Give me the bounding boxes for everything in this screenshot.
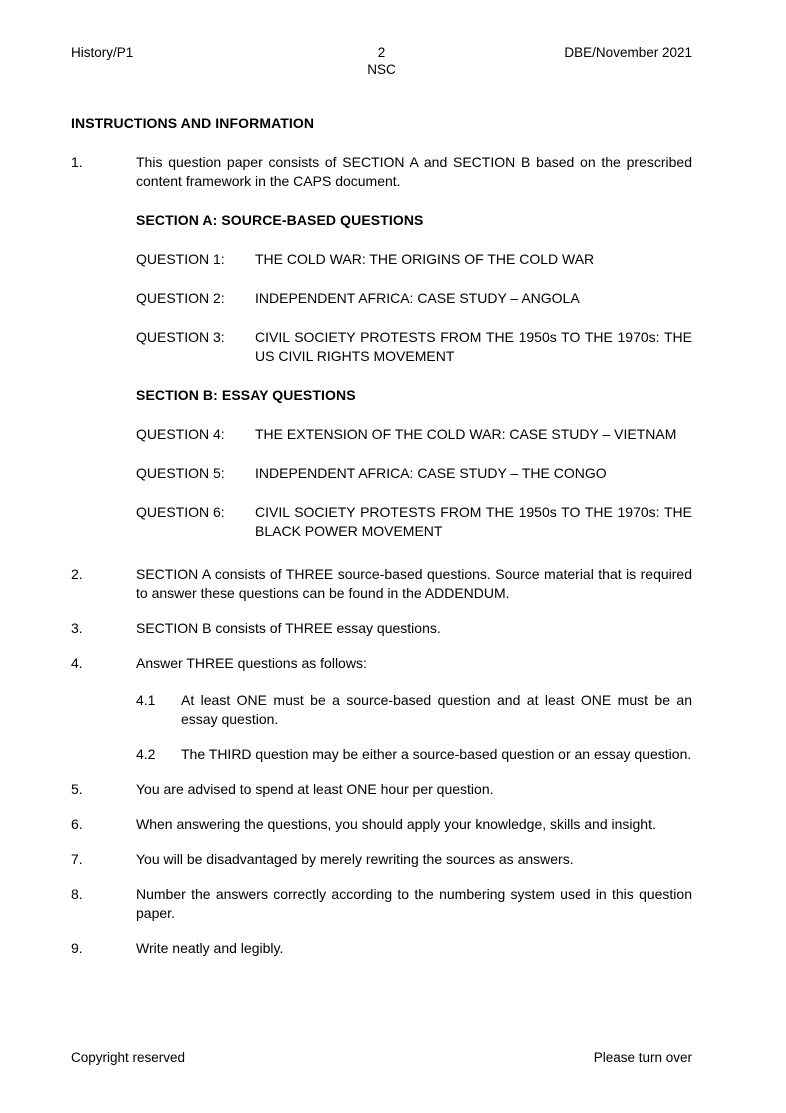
instruction-item-4: [71, 654, 692, 764]
section-b-heading: SECTION B: ESSAY QUESTIONS: [136, 387, 356, 403]
question-label: QUESTION 1:: [136, 251, 225, 267]
instruction-text: Number the answers correctly according to the numbering system used in this question paper.: [136, 886, 692, 921]
page-footer: [71, 1049, 692, 1067]
sub-instruction-text: At least ONE must be a source-based question and at least ONE must be an essay question.: [181, 692, 692, 727]
instruction-number: 5.: [71, 781, 83, 797]
instruction-item-5: [71, 780, 692, 799]
question-title: THE EXTENSION OF THE COLD WAR: CASE STUDY – VIETNAM: [255, 426, 677, 442]
instruction-text: You will be disadvantaged by merely rewriting the sources as answers.: [136, 851, 574, 867]
instruction-item-8: [71, 885, 692, 923]
question-label: QUESTION 4:: [136, 426, 225, 442]
question-label: QUESTION 5:: [136, 465, 225, 481]
page-title: INSTRUCTIONS AND INFORMATION: [71, 115, 315, 131]
section-b-block: [136, 386, 692, 541]
footer-turn-over: Please turn over: [593, 1050, 692, 1065]
instruction-text: SECTION A consists of THREE source-based questions. Source material that is required to answer these questions can be found in the ADDENDUM.: [136, 566, 692, 601]
instruction-item-6: [71, 815, 692, 834]
footer-copyright: Copyright reserved: [71, 1050, 186, 1065]
instruction-item-7: [71, 850, 692, 869]
section-b-question-5: [136, 464, 692, 483]
question-title: THE COLD WAR: THE ORIGINS OF THE COLD WAR: [255, 251, 595, 267]
instruction-text: Answer THREE questions as follows:: [136, 655, 367, 671]
instruction-number: 6.: [71, 816, 83, 832]
question-title: CIVIL SOCIETY PROTESTS FROM THE 1950s TO THE 1970s: THE BLACK POWER MOVEMENT: [255, 504, 692, 539]
question-label: QUESTION 2:: [136, 290, 225, 306]
instruction-item-3: [71, 619, 692, 638]
section-b-question-6: [136, 503, 692, 541]
page-header: [71, 44, 692, 84]
instruction-item-4-1: [136, 691, 692, 729]
header-exam-session: DBE/November 2021: [564, 45, 692, 60]
sub-instruction-number: 4.1: [136, 692, 156, 708]
question-title: INDEPENDENT AFRICA: CASE STUDY – ANGOLA: [255, 290, 580, 306]
instruction-text: When answering the questions, you should apply your knowledge, skills and insight.: [136, 816, 656, 832]
instruction-text: SECTION B consists of THREE essay questions.: [136, 620, 441, 636]
section-a-question-1: [136, 250, 692, 269]
header-page-number: 2: [377, 45, 386, 60]
instruction-number: 8.: [71, 886, 83, 902]
instruction-sub-list: [136, 691, 692, 764]
instruction-number: 7.: [71, 851, 83, 867]
instruction-number: 2.: [71, 566, 83, 582]
section-a-question-3: [136, 328, 692, 366]
instruction-text: This question paper consists of SECTION A and SECTION B based on the prescribed content framework in the CAPS document.: [136, 154, 692, 189]
instruction-item-4-2: [136, 745, 692, 764]
instruction-item-2: [71, 565, 692, 603]
instruction-text: Write neatly and legibly.: [136, 940, 284, 956]
instruction-number: 9.: [71, 940, 83, 956]
sub-instruction-number: 4.2: [136, 746, 156, 762]
section-a-question-2: [136, 289, 692, 308]
question-title: CIVIL SOCIETY PROTESTS FROM THE 1950s TO THE 1970s: THE US CIVIL RIGHTS MOVEMENT: [255, 329, 692, 364]
document-body: [71, 114, 692, 974]
header-subject-code: History/P1: [71, 45, 134, 60]
instruction-number: 3.: [71, 620, 83, 636]
instruction-text: You are advised to spend at least ONE hour per question.: [136, 781, 494, 797]
instruction-number: 4.: [71, 655, 83, 671]
question-label: QUESTION 6:: [136, 504, 225, 520]
sub-instruction-text: The THIRD question may be either a source-based question or an essay question.: [181, 746, 692, 762]
instruction-item-9: [71, 939, 692, 958]
instruction-item-1: [71, 153, 692, 541]
section-a-block: [136, 211, 692, 366]
instruction-number: 1.: [71, 154, 83, 170]
section-a-heading: SECTION A: SOURCE-BASED QUESTIONS: [136, 212, 424, 228]
question-title: INDEPENDENT AFRICA: CASE STUDY – THE CONGO: [255, 465, 607, 481]
section-b-question-4: [136, 425, 692, 444]
header-exam-body: NSC: [367, 62, 396, 77]
question-label: QUESTION 3:: [136, 329, 225, 345]
